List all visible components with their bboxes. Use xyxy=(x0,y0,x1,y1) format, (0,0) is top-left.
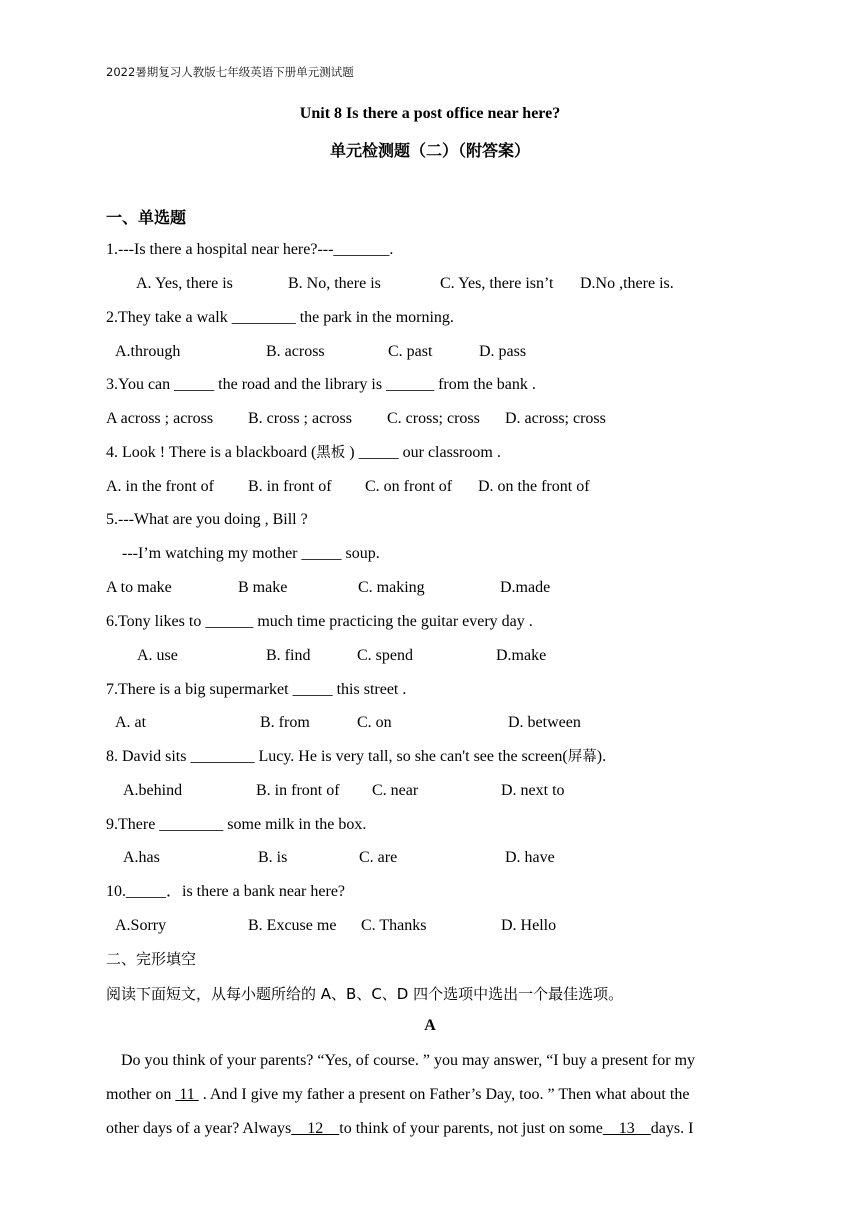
question-2-option-d: D. pass xyxy=(479,343,527,360)
blank-11: 11 xyxy=(175,1086,199,1103)
question-10-option-a: A.Sorry xyxy=(115,917,167,934)
blank-12: 12 xyxy=(291,1120,340,1137)
question-6-stem: 6.Tony likes to ______ much time practicing the guitar every day . xyxy=(106,613,533,630)
question-8-stem-part2: ). xyxy=(596,748,607,765)
passage-line-2-text-b: . And I give my father a present on Father’s Day, too. ” Then what about the xyxy=(198,1086,690,1103)
question-3-stem: 3.You can _____ the road and the library is ______ from the bank . xyxy=(106,376,536,393)
question-9-option-a: A.has xyxy=(123,849,160,866)
question-5-option-c: C. making xyxy=(358,579,425,596)
question-4-stem-part2: ) _____ our classroom . xyxy=(345,444,501,461)
question-3-option-c: C. cross; cross xyxy=(387,410,480,427)
question-7-option-b: B. from xyxy=(260,714,310,731)
question-6-option-c: C. spend xyxy=(357,647,413,664)
question-8-option-c: C. near xyxy=(372,782,419,799)
question-3-option-d: D. across; cross xyxy=(505,410,606,427)
question-5-option-d: D.made xyxy=(500,579,551,596)
question-9-option-d: D. have xyxy=(505,849,555,866)
question-8-stem xyxy=(106,747,606,767)
question-10-stem: 10._____．is there a bank near here? xyxy=(106,883,346,900)
passage-line-3 xyxy=(106,1119,693,1139)
question-4-stem-part1: 4. Look ! There is a blackboard ( xyxy=(106,444,317,461)
question-8-option-a: A.behind xyxy=(123,782,183,799)
question-8-stem-part1: 8. David sits ________ Lucy. He is very tall, so she can't see the screen( xyxy=(106,748,568,765)
unit-title: Unit 8 Is there a post office near here? xyxy=(299,105,561,122)
question-4-stem xyxy=(106,443,501,463)
question-1-option-c: C. Yes, there isn’t xyxy=(440,275,554,292)
question-7-option-a: A. at xyxy=(115,714,147,731)
question-6-option-a: A. use xyxy=(137,647,178,664)
question-2-option-a: A.through xyxy=(115,343,181,360)
question-7-stem: 7.There is a big supermarket _____ this street . xyxy=(106,681,407,698)
question-5-option-b: B make xyxy=(238,579,288,596)
question-9-option-c: C. are xyxy=(359,849,398,866)
passage-label: A xyxy=(424,1017,436,1034)
question-10-option-d: D. Hello xyxy=(501,917,557,934)
passage-line-3-text-b: to think of your parents, not just on some xyxy=(339,1120,603,1137)
question-1-option-a: A. Yes, there is xyxy=(136,275,233,292)
question-7-option-d: D. between xyxy=(508,714,581,731)
question-2-option-c: C. past xyxy=(388,343,433,360)
passage-line-2-text-a: mother on xyxy=(106,1086,176,1103)
question-6-option-b: B. find xyxy=(266,647,311,664)
passage-line-3-text-c: days. I xyxy=(650,1120,694,1137)
question-1-stem: 1.---Is there a hospital near here?---_______. xyxy=(106,241,394,258)
question-3-option-a: A across ; across xyxy=(106,410,214,427)
question-4-option-a: A. in the front of xyxy=(106,478,214,495)
test-subtitle: 单元检测题（二）（附答案） xyxy=(329,141,530,160)
question-6-option-d: D.make xyxy=(496,647,547,664)
question-4-stem-chinese-gloss: 黑板 xyxy=(316,445,346,461)
question-2-stem: 2.They take a walk ________ the park in the morning. xyxy=(106,309,454,326)
question-1-option-d: D.No ,there is. xyxy=(580,275,674,292)
question-10-option-c: C. Thanks xyxy=(361,917,427,934)
question-10-option-b: B. Excuse me xyxy=(248,917,337,934)
question-7-option-c: C. on xyxy=(357,714,392,731)
section-heading-single-choice: 一、单选题 xyxy=(106,208,187,227)
question-9-option-b: B. is xyxy=(258,849,288,866)
question-5-stem-line2: ---I’m watching my mother _____ soup. xyxy=(122,545,380,562)
passage-line-3-text-a: other days of a year? Always xyxy=(106,1120,292,1137)
question-3-option-b: B. cross ; across xyxy=(248,410,352,427)
question-4-option-c: C. on front of xyxy=(365,478,453,495)
question-8-option-d: D. next to xyxy=(501,782,565,799)
cloze-instruction: 阅读下面短文，从每小题所给的 A、B、C、D 四个选项中选出一个最佳选项。 xyxy=(106,985,624,1003)
blank-13: 13 xyxy=(602,1120,651,1137)
question-8-option-b: B. in front of xyxy=(256,782,340,799)
section-heading-cloze: 二、完形填空 xyxy=(106,950,197,968)
question-2-option-b: B. across xyxy=(266,343,325,360)
question-5-stem: 5.---What are you doing , Bill ? xyxy=(106,511,308,528)
question-8-stem-chinese-gloss: 屏幕 xyxy=(567,749,597,765)
question-4-option-d: D. on the front of xyxy=(478,478,590,495)
page-header: 2022暑期复习人教版七年级英语下册单元测试题 xyxy=(106,65,354,79)
passage-line-2 xyxy=(106,1085,689,1105)
question-1-option-b: B. No, there is xyxy=(288,275,381,292)
question-4-option-b: B. in front of xyxy=(248,478,332,495)
question-9-stem: 9.There ________ some milk in the box. xyxy=(106,816,367,833)
question-5-option-a: A to make xyxy=(106,579,172,596)
passage-line-1: Do you think of your parents? “Yes, of course. ” you may answer, “I buy a present for my xyxy=(121,1052,696,1069)
